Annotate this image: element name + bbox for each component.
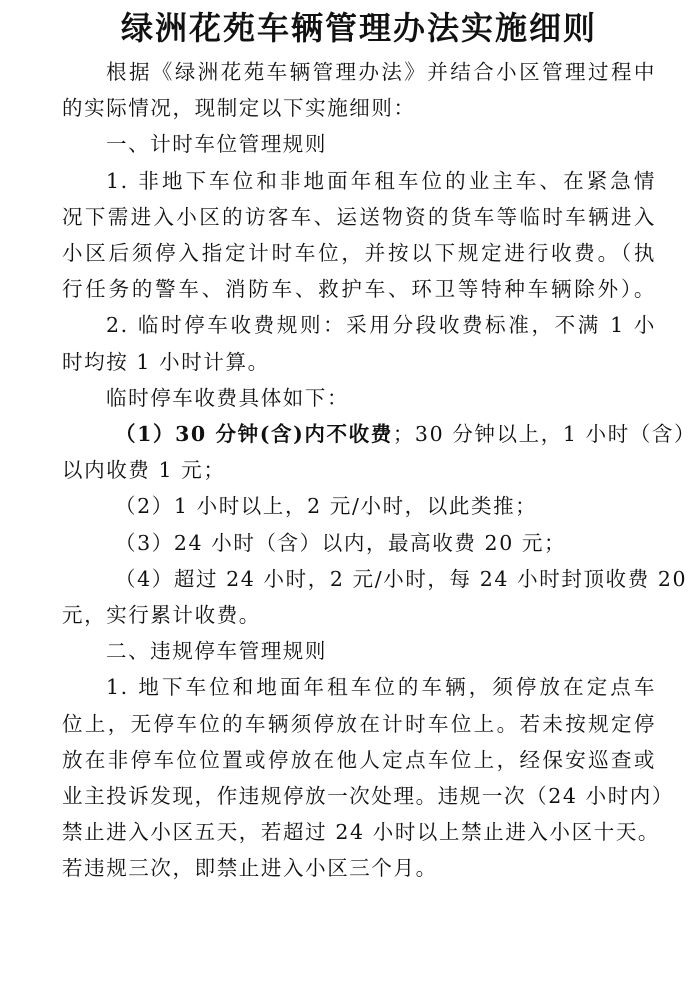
text-line: 元，实行累计收费。: [62, 603, 261, 628]
fee-item-1-rest: ；30 分钟以上，1 小时（含）: [392, 422, 697, 447]
text-line: 根据《绿洲花苑车辆管理办法》并结合小区管理过程中: [106, 60, 656, 84]
fee-item-1: [62, 416, 697, 452]
text-line: 时均按 1 小时计算。: [62, 349, 270, 374]
section2-item1: [62, 669, 674, 886]
fee-item-4: （4）超过 24 小时，2 元/小时，每 24 小时封顶收费 20: [115, 566, 688, 591]
text-line: 位上，无停车位的车辆须停放在计时车位上。若未按规定停: [62, 711, 656, 736]
fee-item-2: （2）1 小时以上，2 元/小时，以此类推；: [115, 494, 538, 519]
section-heading: 一、计时车位管理规则: [106, 132, 327, 157]
fee-item-3: （3）24 小时（含）以内，最高收费 20 元；: [115, 530, 567, 555]
text-line: 若违规三次，即禁止进入小区三个月。: [62, 856, 438, 881]
text-line: 2. 临时停车收费规则：采用分段收费标准，不满 1 小: [106, 313, 656, 338]
fee-intro: 临时停车收费具体如下：: [106, 385, 350, 410]
text-line: 行任务的警车、消防车、救护车、环卫等特种车辆除外）。: [62, 277, 656, 302]
document-title: 绿洲花苑车辆管理办法实施细则: [120, 9, 597, 47]
fee-list: [62, 416, 697, 633]
section1-item1: [62, 163, 656, 308]
intro-paragraph: [62, 54, 656, 126]
text-line: 况下需进入小区的访客车、运送物资的货车等临时车辆进入: [62, 204, 656, 229]
text-line: 放在非停车位位置或停放在他人定点车位上，经保安巡查或: [62, 747, 656, 772]
text-line: 以内收费 1 元；: [62, 458, 226, 483]
text-line: 业主投诉发现，作违规停放一次处理。违规一次（24 小时内）: [62, 784, 674, 809]
text-line: 1. 地下车位和地面年租车位的车辆，须停放在定点车: [106, 675, 656, 700]
text-line: 禁止进入小区五天，若超过 24 小时以上禁止进入小区十天。: [62, 820, 661, 845]
section1-item2: [62, 307, 656, 379]
text-line: 1. 非地下车位和非地面年租车位的业主车、在紧急情: [106, 168, 656, 193]
section-heading: 二、违规停车管理规则: [106, 639, 327, 664]
text-line: 的实际情况，现制定以下实施细则：: [62, 96, 416, 121]
fee-item-1-bold: （1）30 分钟(含)内不收费: [115, 422, 393, 447]
text-line: 小区后须停入指定计时车位，并按以下规定进行收费。（执: [62, 241, 656, 266]
